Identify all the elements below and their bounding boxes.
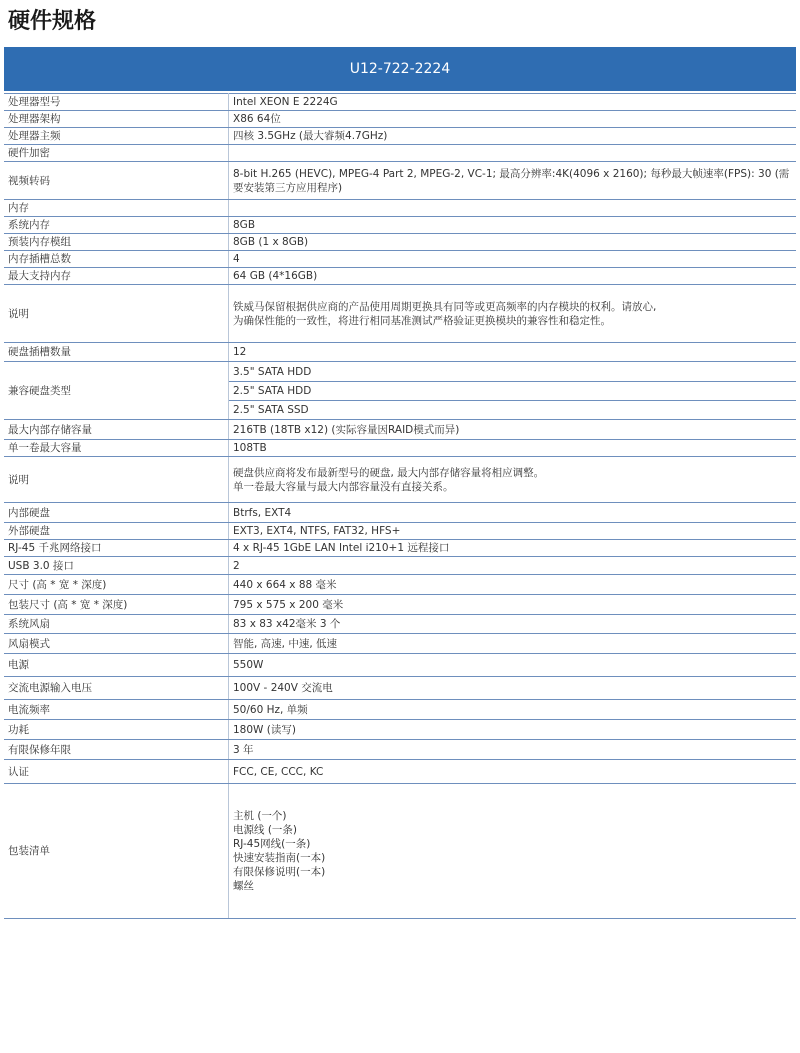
- spec-row: [4, 740, 796, 760]
- spec-row: [4, 251, 796, 268]
- spec-value-line: 3.5" SATA HDD: [229, 363, 796, 382]
- spec-value: [229, 540, 797, 557]
- spec-row: [4, 503, 796, 523]
- spec-row: [4, 720, 796, 740]
- spec-value-line: 100V - 240V 交流电: [233, 682, 333, 694]
- spec-value: [229, 111, 797, 128]
- spec-label: 包装清单: [4, 784, 229, 919]
- spec-label: 硬件加密: [4, 145, 229, 162]
- spec-label: 风扇模式: [4, 634, 229, 654]
- spec-value-line: RJ-45网线(一条): [233, 838, 311, 850]
- spec-value: [229, 268, 797, 285]
- spec-row: [4, 162, 796, 200]
- spec-label: 内存插槽总数: [4, 251, 229, 268]
- spec-row: [4, 523, 796, 540]
- spec-row: [4, 217, 796, 234]
- spec-value-line: 108TB: [233, 442, 267, 454]
- spec-row: [4, 457, 796, 503]
- spec-row: [4, 111, 796, 128]
- spec-value: [229, 784, 797, 919]
- spec-value-line: 83 x 83 x42毫米 3 个: [233, 618, 341, 630]
- spec-value: [229, 740, 797, 760]
- spec-value: [229, 217, 797, 234]
- spec-label: USB 3.0 接口: [4, 557, 229, 575]
- spec-row: [4, 343, 796, 362]
- spec-label: 有限保修年限: [4, 740, 229, 760]
- spec-label: 内存: [4, 200, 229, 217]
- spec-value-line: 螺丝: [233, 880, 254, 892]
- spec-label: 硬盘插槽数量: [4, 343, 229, 362]
- spec-label: 预装内存模组: [4, 234, 229, 251]
- spec-table: [4, 93, 796, 919]
- spec-value-line: 4 x RJ-45 1GbE LAN Intel i210+1 远程接口: [233, 542, 450, 554]
- spec-row: [4, 784, 796, 919]
- spec-row: [4, 145, 796, 162]
- spec-label: 认证: [4, 760, 229, 784]
- spec-row: [4, 595, 796, 615]
- spec-label: 处理器主频: [4, 128, 229, 145]
- spec-value-line: 2.5" SATA SSD: [233, 403, 309, 416]
- spec-label: 包装尺寸 (高 * 宽 * 深度): [4, 595, 229, 615]
- spec-label: 说明: [4, 457, 229, 503]
- spec-value: [229, 200, 797, 217]
- spec-row: [4, 440, 796, 457]
- spec-row: [4, 362, 796, 420]
- spec-value: [229, 503, 797, 523]
- spec-label: 电流频率: [4, 700, 229, 720]
- spec-row: [4, 634, 796, 654]
- spec-row: [4, 677, 796, 700]
- spec-label: 电源: [4, 654, 229, 677]
- spec-label: 处理器架构: [4, 111, 229, 128]
- spec-value-line: 四核 3.5GHz (最大睿频4.7GHz): [233, 130, 388, 142]
- spec-value: [229, 557, 797, 575]
- spec-value-line: 主机 (一个): [233, 810, 287, 822]
- spec-value: [229, 145, 797, 162]
- spec-value: [229, 251, 797, 268]
- spec-value: [229, 634, 797, 654]
- spec-value: [229, 654, 797, 677]
- spec-value-line: 2: [233, 559, 240, 572]
- spec-value: [229, 440, 797, 457]
- spec-value-line: 8-bit H.265 (HEVC), MPEG-4 Part 2, MPEG-2, VC-1; 最高分辨率:4K(4096 x 2160); 每秒最大帧速率(FPS): 30 (需要安装第三方应用程序): [233, 167, 790, 194]
- spec-row: [4, 654, 796, 677]
- spec-value-line: 180W (读写): [233, 723, 296, 736]
- spec-value: [229, 285, 797, 343]
- spec-value: [229, 343, 797, 362]
- spec-label: 最大支持内存: [4, 268, 229, 285]
- spec-label: 最大内部存储容量: [4, 420, 229, 440]
- spec-value-line: 为确保性能的一致性，将进行相同基准测试严格验证更换模块的兼容性和稳定性。: [233, 314, 611, 327]
- spec-value-line: 50/60 Hz, 单频: [233, 703, 308, 716]
- spec-value: [229, 162, 797, 200]
- spec-value: [229, 128, 797, 145]
- spec-label: 交流电源输入电压: [4, 677, 229, 700]
- spec-value: [229, 677, 797, 700]
- spec-label: 功耗: [4, 720, 229, 740]
- spec-value: [229, 362, 797, 420]
- spec-label: 视频转码: [4, 162, 229, 200]
- spec-row: [4, 285, 796, 343]
- spec-value-line: 795 x 575 x 200 毫米: [233, 598, 344, 611]
- spec-value-line: 电源线 (一条): [233, 824, 298, 836]
- spec-row: [4, 540, 796, 557]
- spec-value: [229, 595, 797, 615]
- spec-value: [229, 420, 797, 440]
- spec-row: [4, 760, 796, 784]
- spec-value-line: 8GB (1 x 8GB): [233, 236, 309, 248]
- spec-value-line: FCC, CE, CCC, KC: [233, 765, 324, 778]
- spec-value-line: 8GB: [233, 219, 256, 231]
- spec-value-line: 12: [233, 346, 247, 358]
- spec-label: 单一卷最大容量: [4, 440, 229, 457]
- spec-value-line: Intel XEON E 2224G: [233, 96, 338, 108]
- spec-row: [4, 575, 796, 595]
- spec-value-line: 硬盘供应商将发布最新型号的硬盘, 最大内部存储容量将相应调整。: [233, 466, 545, 479]
- spec-row: [4, 615, 796, 634]
- spec-row: [4, 700, 796, 720]
- spec-value-line: 64 GB (4*16GB): [233, 270, 318, 282]
- page-title: 硬件规格: [8, 9, 97, 34]
- spec-value-line: EXT3, EXT4, NTFS, FAT32, HFS+: [233, 525, 401, 537]
- spec-value-line: 550W: [233, 659, 264, 671]
- spec-value-line: X86 64位: [233, 113, 281, 125]
- spec-row: [4, 200, 796, 217]
- spec-row: [4, 268, 796, 285]
- spec-value-line: 440 x 664 x 88 毫米: [233, 578, 337, 591]
- spec-value-line: 快速安装指南(一本): [233, 852, 326, 864]
- spec-value-line: 单一卷最大容量与最大内部容量没有直接关系。: [233, 480, 454, 493]
- spec-value: [229, 234, 797, 251]
- spec-row: [4, 420, 796, 440]
- spec-label: 处理器型号: [4, 94, 229, 111]
- spec-value: [229, 700, 797, 720]
- spec-label: 说明: [4, 285, 229, 343]
- spec-row: [4, 94, 796, 111]
- spec-label: 系统内存: [4, 217, 229, 234]
- spec-value: [229, 575, 797, 595]
- spec-label: 系统风扇: [4, 615, 229, 634]
- spec-value-line: 有限保修说明(一本): [233, 866, 326, 878]
- spec-value: [229, 615, 797, 634]
- model-banner: U12-722-2224: [4, 47, 796, 91]
- spec-row: [4, 234, 796, 251]
- spec-value: [229, 720, 797, 740]
- spec-value: [229, 457, 797, 503]
- spec-value-line: 3 年: [233, 743, 254, 756]
- spec-label: 兼容硬盘类型: [4, 362, 229, 420]
- spec-value-line: 2.5" SATA HDD: [229, 382, 796, 401]
- spec-label: 外部硬盘: [4, 523, 229, 540]
- spec-row: [4, 128, 796, 145]
- spec-value: [229, 94, 797, 111]
- spec-value-line: 216TB (18TB x12) (实际容量因RAID模式而异): [233, 423, 460, 436]
- spec-value-line: 4: [233, 253, 240, 265]
- spec-label: RJ-45 千兆网络接口: [4, 540, 229, 557]
- spec-value: [229, 523, 797, 540]
- spec-row: [4, 557, 796, 575]
- spec-label: 尺寸 (高 * 宽 * 深度): [4, 575, 229, 595]
- spec-value-line: 铁威马保留根据供应商的产品使用周期更换具有同等或更高频率的内存模块的权利。请放心,: [233, 300, 657, 313]
- spec-value-line: 智能, 高速, 中速, 低速: [233, 637, 338, 650]
- spec-label: 内部硬盘: [4, 503, 229, 523]
- spec-value-line: Btrfs, EXT4: [233, 506, 292, 519]
- spec-value: [229, 760, 797, 784]
